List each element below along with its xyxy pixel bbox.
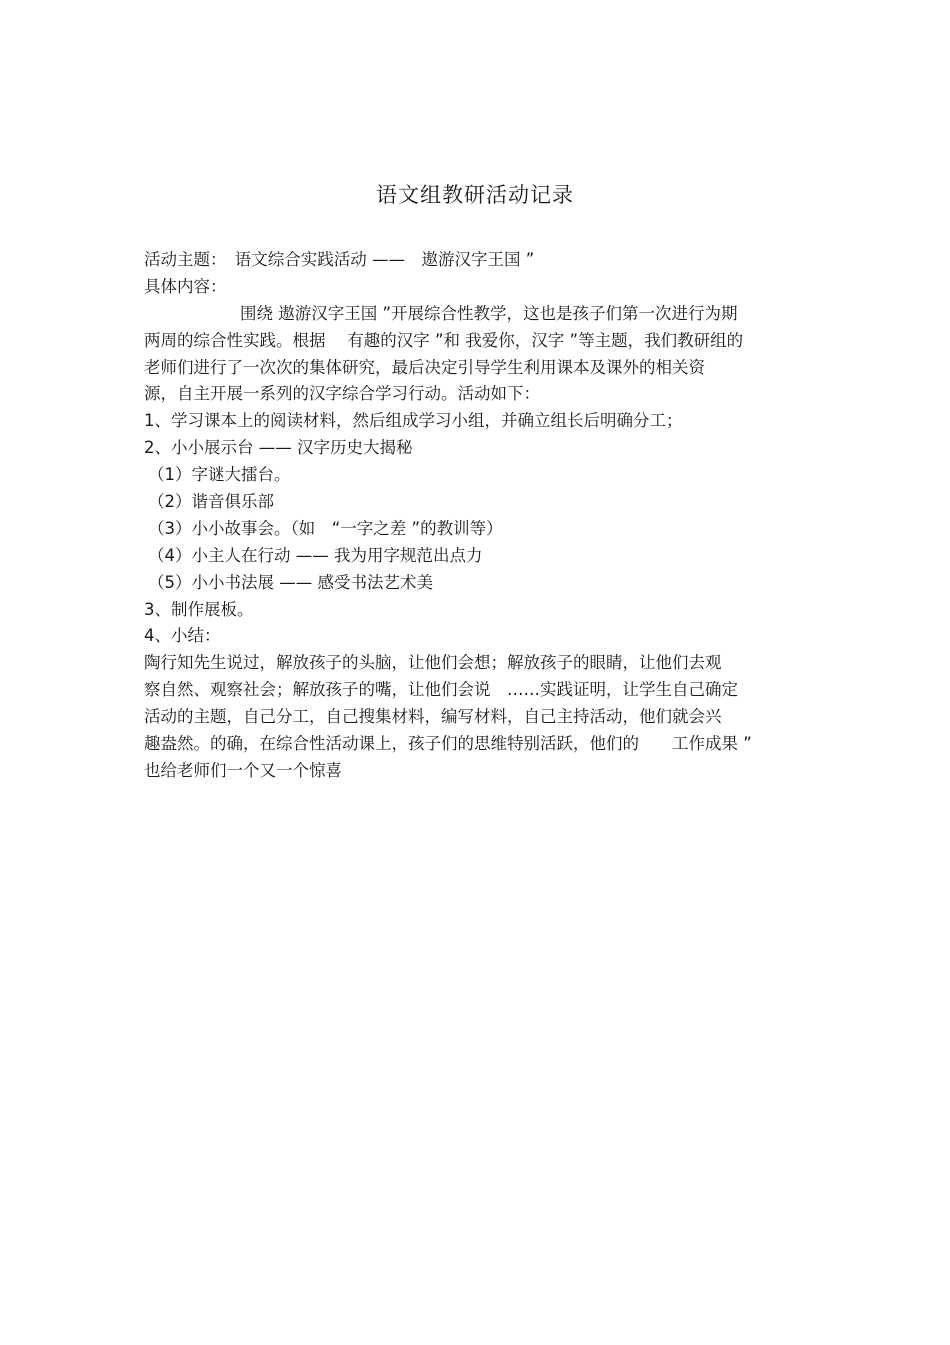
list-item: 4、小结： (144, 626, 221, 646)
paragraph-line: 围绕 遨游汉字王国 ”开展综合性教学，这也是孩子们第一次进行为期 (240, 303, 738, 323)
sub-list-item: （1）字谜大擂台。 (148, 465, 291, 485)
activity-theme-line: 活动主题： 语文综合实践活动 —— 遨游汉字王国 ” (144, 250, 535, 269)
document-title: 语文组教研活动记录 (376, 183, 574, 207)
sub-list-item: （2）谐音俱乐部 (148, 492, 274, 512)
summary-line: 陶行知先生说过，解放孩子的头脑，让他们会想；解放孩子的眼睛，让他们去观 (144, 653, 722, 673)
document-body (144, 247, 824, 785)
list-item: 3、制作展板。 (144, 599, 254, 619)
paragraph-line: 老师们进行了一次次的集体研究，最后决定引导学生利用课本及课外的相关资 (144, 357, 705, 377)
content-heading: 具体内容： (144, 276, 227, 296)
sub-list-item: （4）小主人在行动 —— 我为用字规范出点力 (148, 545, 483, 565)
summary-line: 活动的主题，自己分工，自己搜集材料，编写材料，自己主持活动，他们就会兴 (144, 707, 722, 727)
summary-line: 也给老师们一个又一个惊喜 (144, 760, 342, 780)
paragraph-line: 源，自主开展一系列的汉字综合学习行动。活动如下： (144, 384, 540, 404)
list-item: 1、学习课本上的阅读材料，然后组成学习小组，并确立组长后明确分工； (144, 411, 683, 431)
list-item: 2、小小展示台 —— 汉字历史大揭秘 (144, 438, 413, 458)
summary-line: 察自然、观察社会；解放孩子的嘴，让他们会说 ……实践证明，让学生自己确定 (144, 680, 738, 700)
summary-line: 趣盎然。的确，在综合性活动课上，孩子们的思维特别活跃，他们的 工作成果 ” (144, 734, 752, 754)
sub-list-item: （5）小小书法展 —— 感受书法艺术美 (148, 572, 433, 592)
sub-list-item: （3）小小故事会。（如 “一字之差 ”的教训等） (148, 518, 503, 538)
paragraph-line: 两周的综合性实践。根据 有趣的汉字 ”和 我爱你，汉字 ”等主题，我们教研组的 (144, 330, 744, 350)
